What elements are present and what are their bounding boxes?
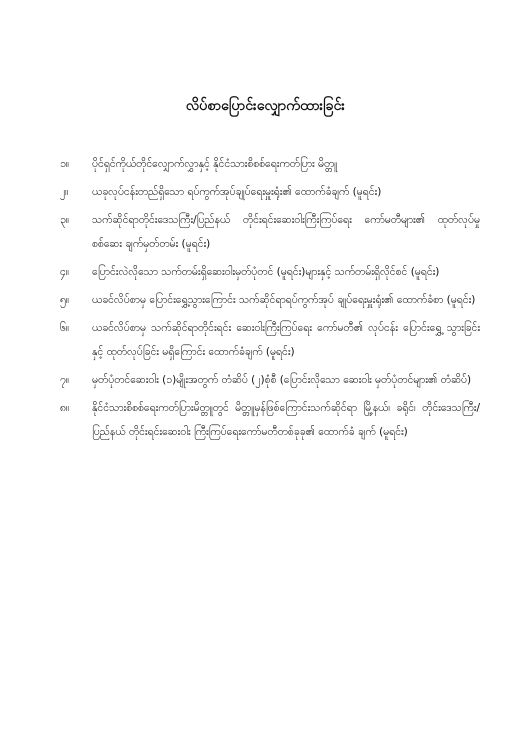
item-number: ၆။ xyxy=(60,322,70,334)
list-item xyxy=(60,152,480,176)
page-title: လိပ်စာပြောင်းလျှောက်ထားခြင်း xyxy=(185,98,346,114)
item-text: သက်ဆိုင်ရာတိုင်းဒေသကြီး/ပြည်နယ် တိုင်းရင်းဆေးဝါးကြီးကြပ်ရေး ကော်မတီများ၏ ထုတ်လုပ်မှုစစ်ဆေး ချက်မှတ်တမ်း (မူရင်း) xyxy=(92,214,480,250)
item-text: ယခင်လိပ်စာမှ ပြောင်းရွှေ့သွားကြောင်း သက်ဆိုင်ရာရပ်ကွက်အုပ် ချုပ်ရေးမှူးရုံး၏ ထောက်ခံစာ (မူရင်း) xyxy=(92,294,476,306)
item-text: ယခင်လိပ်စာမှ သက်ဆိုင်ရာတိုင်းရင်း ဆေးဝါးကြီးကြပ်ရေး ကော်မတီ၏ လုပ်ငန်း ပြောင်းရွှေ့ သွားခြင်းနှင့် ထုတ်လုပ်ခြင်း မရှိကြောင်း ထောက်ခံချက် (မူရင်း) xyxy=(92,322,480,358)
item-number: ၅။ xyxy=(60,294,70,306)
list-item xyxy=(60,316,480,364)
item-text: မှတ်ပုံတင်ဆေးဝါး (၁)မျိုးအတွက် တံဆိပ် (၂)စုံစီ (ပြောင်းလိုသော ဆေးဝါး မှတ်ပုံတင်များ၏ တံဆိပ်) xyxy=(92,374,472,386)
list-item xyxy=(60,208,480,256)
item-text: ယခုလုပ်ငန်းတည်ရှိသော ရပ်ကွက်အုပ်ချုပ်ရေးမှူးရုံး၏ ထောက်ခံချက် (မူရင်း) xyxy=(92,186,382,198)
item-number: ၄။ xyxy=(60,266,70,278)
item-number: ၂။ xyxy=(60,186,69,198)
item-text: နိုင်ငံသားစိစစ်ရေးကတ်ပြားမိတ္တူတွင် မိတ္တူမှန်ဖြစ်ကြောင်းသက်ဆိုင်ရာ မြို့နယ်၊ ခရိုင်၊ တိုင်းဒေသကြီး/ပြည်နယ် တိုင်းရင်းဆေးဝါး ကြီးကြပ်ရေးကော်မတီတစ်ခုခု၏ ထောက်ခံ ချက် (မူရင်း) xyxy=(92,402,480,438)
item-text: ပိုင်ရှင်ကိုယ်တိုင်လျှောက်လွှာနှင့် နိုင်ငံသားစိစစ်ရေးကတ်ပြား မိတ္တူ xyxy=(92,158,338,170)
item-number: ၈။ xyxy=(60,402,70,414)
item-number: ၃။ xyxy=(60,214,70,226)
item-number: ၁။ xyxy=(60,158,70,170)
item-text: ပြောင်းလဲလိုသော သက်တမ်းရှိဆေးဝါးမှတ်ပုံတင် (မူရင်း)များနှင့် သက်တမ်းရှိလိုင်စင် (မူရင်း) xyxy=(92,266,440,278)
list-item xyxy=(60,180,480,204)
list-item xyxy=(60,288,480,312)
item-number: ၇။ xyxy=(60,374,70,386)
requirements-list xyxy=(60,152,480,448)
list-item xyxy=(60,260,480,284)
list-item xyxy=(60,396,480,444)
list-item xyxy=(60,368,480,392)
